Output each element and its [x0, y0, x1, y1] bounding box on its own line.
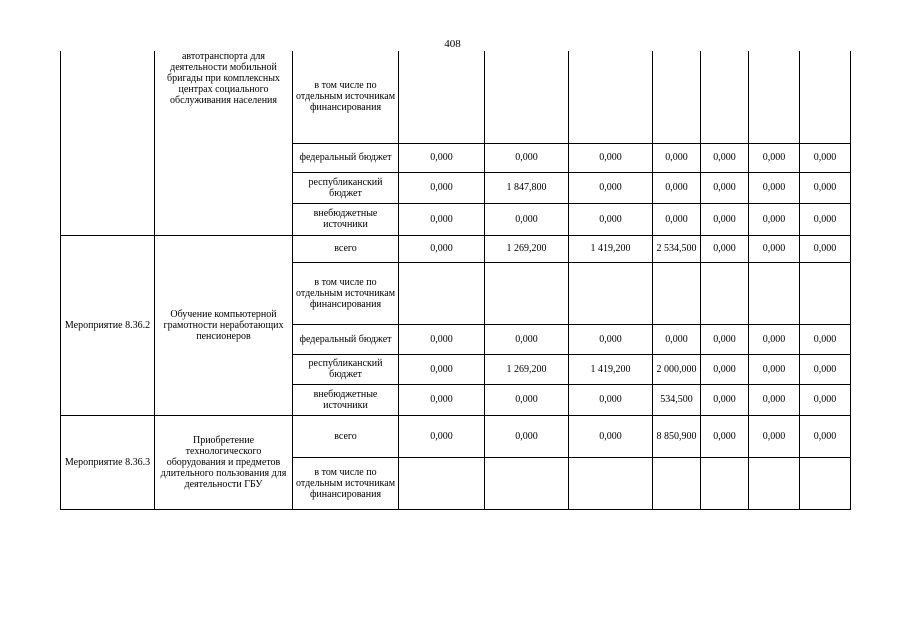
value-cell: 1 269,200 — [485, 354, 569, 384]
value-cell: 0,000 — [399, 143, 485, 172]
value-cell: 0,000 — [749, 203, 800, 235]
measure-cell — [61, 51, 155, 235]
value-cell — [701, 51, 749, 143]
measure-name-cell: автотранспорта для деятельности мобильной бригады при комплексных центрах социального обслуживания населения — [155, 51, 293, 235]
value-cell — [485, 262, 569, 324]
value-cell: 0,000 — [800, 324, 851, 354]
value-cell: 0,000 — [701, 415, 749, 457]
value-cell: 0,000 — [399, 384, 485, 415]
source-cell: в том числе по отдельным источникам финансирования — [293, 262, 399, 324]
table-row — [61, 51, 851, 143]
value-cell: 1 419,200 — [569, 235, 653, 262]
source-cell: внебюджетные источники — [293, 384, 399, 415]
value-cell: 0,000 — [749, 324, 800, 354]
value-cell: 0,000 — [749, 384, 800, 415]
value-cell: 0,000 — [701, 384, 749, 415]
value-cell: 0,000 — [701, 172, 749, 203]
source-cell: всего — [293, 235, 399, 262]
value-cell: 534,500 — [653, 384, 701, 415]
table-row — [61, 415, 851, 457]
value-cell: 0,000 — [399, 354, 485, 384]
page-number: 408 — [444, 38, 461, 50]
value-cell: 0,000 — [653, 143, 701, 172]
value-cell: 0,000 — [749, 354, 800, 384]
value-cell — [399, 457, 485, 509]
source-cell: в том числе по отдельным источникам финансирования — [293, 51, 399, 143]
value-cell: 0,000 — [569, 143, 653, 172]
value-cell: 0,000 — [749, 415, 800, 457]
value-cell: 0,000 — [800, 235, 851, 262]
measure-cell: Мероприятие 8.36.2 — [61, 235, 155, 415]
value-cell — [653, 51, 701, 143]
source-cell: федеральный бюджет — [293, 324, 399, 354]
table-row — [61, 235, 851, 262]
value-cell: 0,000 — [653, 324, 701, 354]
value-cell — [800, 51, 851, 143]
value-cell — [701, 457, 749, 509]
value-cell: 0,000 — [485, 143, 569, 172]
value-cell: 0,000 — [749, 172, 800, 203]
value-cell: 0,000 — [701, 324, 749, 354]
value-cell: 0,000 — [749, 143, 800, 172]
value-cell — [485, 51, 569, 143]
source-cell: республиканский бюджет — [293, 354, 399, 384]
value-cell: 0,000 — [701, 235, 749, 262]
value-cell: 0,000 — [653, 203, 701, 235]
value-cell — [653, 262, 701, 324]
source-cell: федеральный бюджет — [293, 143, 399, 172]
value-cell: 0,000 — [485, 415, 569, 457]
value-cell: 0,000 — [569, 172, 653, 203]
value-cell: 0,000 — [800, 354, 851, 384]
value-cell — [653, 457, 701, 509]
value-cell: 0,000 — [569, 203, 653, 235]
financing-table — [60, 51, 851, 510]
source-cell: всего — [293, 415, 399, 457]
value-cell: 2 534,500 — [653, 235, 701, 262]
value-cell: 0,000 — [399, 415, 485, 457]
value-cell — [399, 51, 485, 143]
value-cell: 0,000 — [653, 172, 701, 203]
value-cell: 0,000 — [399, 203, 485, 235]
value-cell — [485, 457, 569, 509]
value-cell: 0,000 — [399, 324, 485, 354]
value-cell: 0,000 — [569, 324, 653, 354]
value-cell: 0,000 — [800, 415, 851, 457]
value-cell: 0,000 — [485, 203, 569, 235]
value-cell — [701, 262, 749, 324]
value-cell: 1 419,200 — [569, 354, 653, 384]
value-cell — [569, 262, 653, 324]
value-cell: 0,000 — [569, 384, 653, 415]
value-cell: 0,000 — [701, 354, 749, 384]
value-cell: 0,000 — [701, 203, 749, 235]
value-cell — [749, 457, 800, 509]
value-cell: 0,000 — [800, 143, 851, 172]
value-cell: 8 850,900 — [653, 415, 701, 457]
value-cell: 0,000 — [569, 415, 653, 457]
value-cell: 0,000 — [749, 235, 800, 262]
value-cell: 0,000 — [800, 203, 851, 235]
measure-name-cell: Приобретение технологического оборудования и предметов длительного пользования для деятельности ГБУ — [155, 415, 293, 509]
value-cell: 1 269,200 — [485, 235, 569, 262]
source-cell: республиканский бюджет — [293, 172, 399, 203]
value-cell — [749, 51, 800, 143]
value-cell: 0,000 — [485, 384, 569, 415]
value-cell: 1 847,800 — [485, 172, 569, 203]
value-cell — [399, 262, 485, 324]
value-cell: 0,000 — [399, 235, 485, 262]
value-cell: 0,000 — [800, 384, 851, 415]
value-cell: 2 000,000 — [653, 354, 701, 384]
value-cell: 0,000 — [485, 324, 569, 354]
measure-name-cell: Обучение компьютерной грамотности неработающих пенсионеров — [155, 235, 293, 415]
value-cell — [800, 262, 851, 324]
source-cell: внебюджетные источники — [293, 203, 399, 235]
value-cell — [800, 457, 851, 509]
source-cell: в том числе по отдельным источникам финансирования — [293, 457, 399, 509]
value-cell — [749, 262, 800, 324]
value-cell: 0,000 — [399, 172, 485, 203]
value-cell: 0,000 — [800, 172, 851, 203]
value-cell — [569, 457, 653, 509]
value-cell: 0,000 — [701, 143, 749, 172]
value-cell — [569, 51, 653, 143]
measure-cell: Мероприятие 8.36.3 — [61, 415, 155, 509]
